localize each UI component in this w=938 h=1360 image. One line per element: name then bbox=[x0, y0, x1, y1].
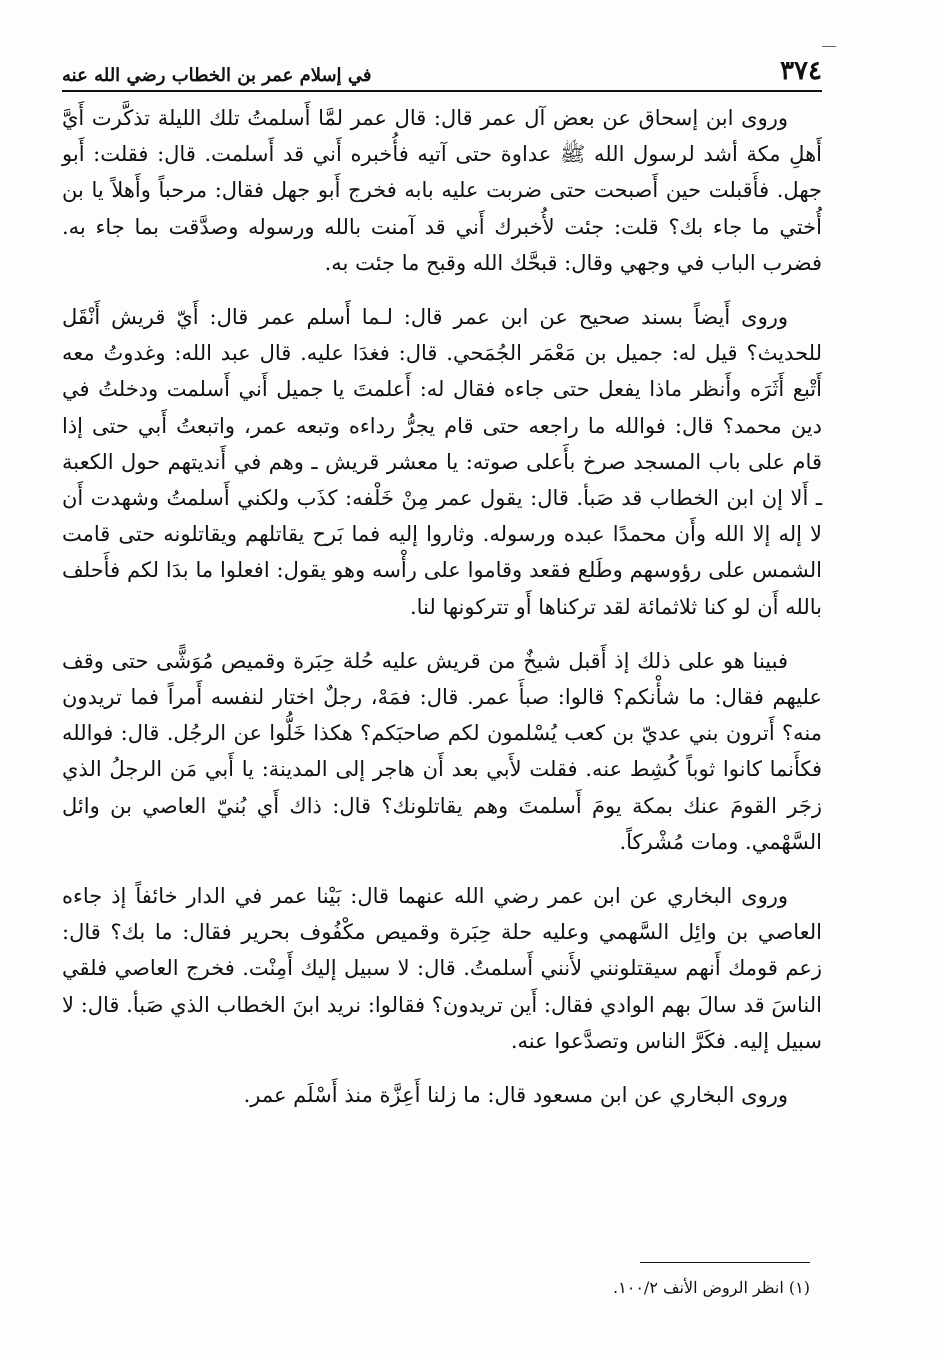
margin-mark bbox=[822, 46, 836, 47]
page-number: ٣٧٤ bbox=[780, 56, 822, 86]
paragraph: وروى ابن إسحاق عن بعض آل عمر قال: قال عمر لمَّا أَسلمتُ تلك الليلة تذكَّرت أَيَّ أَهلِ مكة أشد لرسول الله ﷺ عداوة حتى آتيه فأُخبره أَني قد أَسلمت. قال: فقلت: أَبو جهل. فأَقبلت حين أَصبحت حتى ضربت عليه بابه فخرج أَبو جهل فقال: مرحباً وأَهلاً يا بن أُختي ما جاء بك؟ قلت: جئت لأُخبرك أَني قد آمنت بالله ورسوله وصدَّقت بما جاء به. فضرب الباب في وجهي وقال: قبحَّك الله وقبح ما جئت به. bbox=[62, 106, 822, 275]
body-text bbox=[62, 100, 822, 1131]
paragraph: وروى البخاري عن ابن عمر رضي الله عنهما قال: بَيْنا عمر في الدار خائفاً إذ جاءه العاصي بن وائِل السَّهمي وعليه حلة حِبَرة وقميص مكْفُوف بحرير فقال: ما بك؟ قال: زعم قومك أَنهم سيقتلونني لأَنني أَسلمتُ. قال: لا سبيل إليك أَمِنْت. فخرج العاصي فلقي الناسَ قد سالَ بهم الوادي فقال: أَين تريدون؟ فقالوا: نريد ابنَ الخطاب الذي صَبأ. قال: لا سبيل إليه. فكَرَّ الناس وتصدَّعوا عنه. bbox=[62, 884, 822, 1053]
paragraph: وروى أَيضاً بسند صحيح عن ابن عمر قال: لـما أَسلم عمر قال: أَيّ قريش أَنْقَل للحديث؟ قيل له: جميل بن مَعْمَر الجُمَحي. قال: فغدَا عليه. قال عبد الله: وغدوتُ معه أَتْبع أَثَرَه وأَنظر ماذا يفعل حتى جاءه فقال له: أَعلمتَ يا جميل أَني أَسلمت ودخلتُ في دين محمد؟ قال: فوالله ما راجعه حتى قام يجرُّ رداءه وتبعه عمر، واتبعتُ أَبي حتى إذا قام على باب المسجد صرخ بأَعلى صوته: يا معشر قريش ـ وهم في أَنديتهم حول الكعبة ـ أَلا إن ابن الخطاب قد صَبأ. قال: يقول عمر مِنْ خَلْفه: كذَب ولكني أَسلمتُ وشهدت أَن لا إله إلا الله وأَن محمدًا عبده ورسوله. وثاروا إليه فما بَرح يقاتلهم ويقاتلونه حتى قامت الشمس على رؤوسهم وطَلع فقعد وقاموا على رأْسه وهو يقول: افعلوا ما بدَا لكم فأَحلف بالله أَن لو كنا ثلاثمائة لقد تركناها أَو تتركونها لنا. bbox=[62, 305, 822, 619]
page-header bbox=[62, 50, 822, 92]
paragraph: فبينا هو على ذلك إذ أَقبل شيخٌ من قريش عليه حُلة حِبَرة وقميص مُوَشًّى حتى وقف عليهم فقال: ما شأْنكم؟ قالوا: صبأَ عمر. قال: فمَهْ، رجلٌ اختار لنفسه أَمراً فما تريدون منه؟ أَترون بني عديّ بن كعب يُسْلمون لكم صاحبَكم؟ هكذا خَلُّوا عن الرجُل. قال: فوالله فكأَنما كانوا ثوباً كُشِط عنه. فقلت لأَبي بعد أَن هاجر إلى المدينة: يا أَبي مَن الرجلُ الذي زجَر القومَ عنك بمكة يومَ أَسلمتَ وهم يقاتلونك؟ قال: ذاك أَي بُنيّ العاصي بن وائل السَّهْمي. ومات مُشْركاً. bbox=[62, 648, 822, 854]
running-head: في إسلام عمر بن الخطاب رضي الله عنه bbox=[62, 65, 372, 86]
footnote: (١) انظر الروض الأنف ١٠٠/٢. bbox=[613, 1278, 810, 1297]
paragraph: وروى البخاري عن ابن مسعود قال: ما زلنا أَعِزَّة منذ أَسْلَم عمر. bbox=[243, 1083, 788, 1108]
footnote-divider bbox=[640, 1262, 810, 1263]
